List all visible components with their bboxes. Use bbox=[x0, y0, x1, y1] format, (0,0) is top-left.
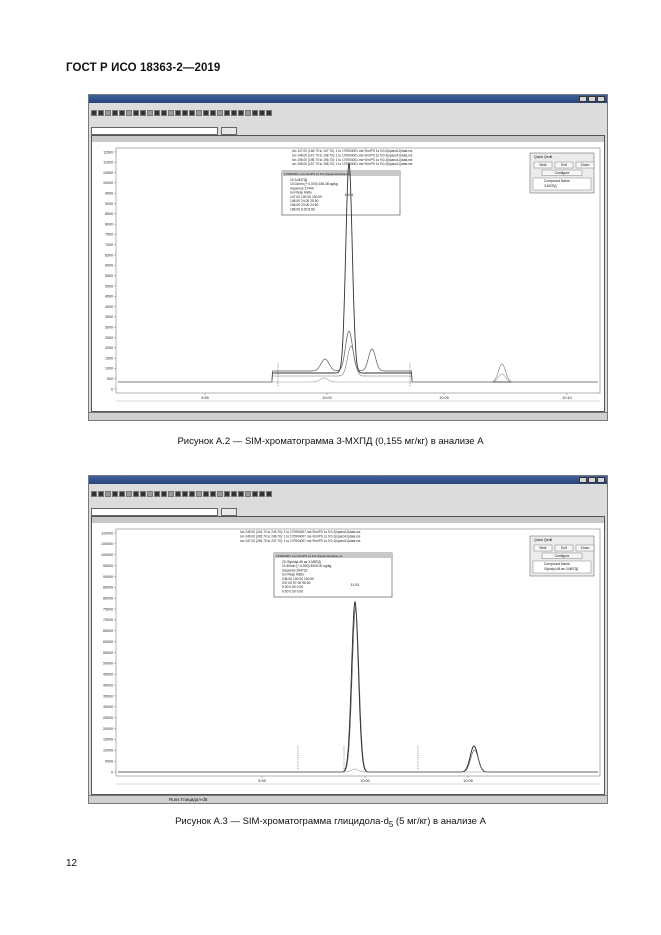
toolbar-button-icon[interactable] bbox=[231, 110, 237, 116]
toolbar-button-icon[interactable] bbox=[105, 491, 111, 497]
qedit-button-label: Exit bbox=[561, 546, 567, 551]
toolbar-button-icon[interactable] bbox=[98, 491, 104, 497]
toolbar-button-icon[interactable] bbox=[112, 491, 118, 497]
y-tick-label: 10000 bbox=[103, 748, 113, 753]
close-icon[interactable] bbox=[597, 477, 605, 483]
ion-trace-label: Ion 245.00 (244.70 to 245.70): 1 to 170904007.ms+Sm/PS 1s 9:0-2(sparcA1)data.ms bbox=[240, 530, 361, 534]
y-tick-label: 65000 bbox=[103, 629, 113, 634]
ion-trace bbox=[118, 602, 598, 772]
toolbar-button-icon[interactable] bbox=[259, 110, 265, 116]
ion-trace-label: Ion 247.00 (246.70 to 247.70): 1 to 170904007.ms+Sm/PS 1s 9:0-2(sparcA1)data.ms bbox=[240, 538, 361, 543]
quant-popup-row: Ion Resp Ratio bbox=[290, 190, 312, 195]
toolbar-button-icon[interactable] bbox=[161, 491, 167, 497]
quant-popup-row: response 17440 bbox=[290, 186, 314, 191]
toolbar-button-icon[interactable] bbox=[266, 110, 272, 116]
quant-popup-row: 10.01min (+ 0.000) 155.38 ug/kg bbox=[290, 182, 338, 187]
menu-bar bbox=[89, 484, 607, 491]
minimize-icon[interactable] bbox=[579, 477, 587, 483]
y-tick-label: 30000 bbox=[103, 705, 113, 710]
chromatogram-window bbox=[91, 135, 605, 412]
toolbar-button-icon[interactable] bbox=[189, 110, 195, 116]
toolbar-button-icon[interactable] bbox=[133, 491, 139, 497]
y-tick-label: 95000 bbox=[103, 563, 113, 568]
toolbar-button-icon[interactable] bbox=[203, 110, 209, 116]
qedit-button-label: Next bbox=[539, 163, 547, 168]
qedit-button-label: Next bbox=[539, 546, 547, 551]
ion-trace bbox=[118, 346, 598, 382]
toolbar-button-icon[interactable] bbox=[252, 110, 258, 116]
window-controls bbox=[579, 96, 605, 102]
toolbar-button-icon[interactable] bbox=[168, 491, 174, 497]
toolbar-button-icon[interactable] bbox=[91, 110, 97, 116]
figure-caption-a3 bbox=[0, 816, 661, 829]
toolbar-button-icon[interactable] bbox=[238, 110, 244, 116]
y-tick-label: 2500 bbox=[105, 335, 113, 340]
quant-popup-row: 196.00 23.00 24.50 bbox=[290, 203, 319, 208]
status-tabs: Runs Глицидол-d5 bbox=[169, 797, 208, 802]
quant-popup-row: 10 3-МХПД bbox=[290, 178, 308, 182]
y-tick-label: 0 bbox=[111, 770, 113, 775]
y-tick-label: 75000 bbox=[103, 607, 113, 612]
y-tick-label: 55000 bbox=[103, 650, 113, 655]
y-tick-label: 50000 bbox=[103, 661, 113, 666]
y-tick-label: 6000 bbox=[105, 263, 113, 268]
chromatogram-chart bbox=[92, 523, 604, 794]
y-tick-label: 9500 bbox=[105, 191, 113, 196]
ion-trace bbox=[118, 374, 598, 382]
toolbar-button-icon[interactable] bbox=[126, 110, 132, 116]
caption-prefix: Рисунок А.3 — SIM-хроматограмма глицидола-d bbox=[175, 816, 389, 827]
qedit-col-header: Compound Name bbox=[544, 562, 570, 566]
y-tick-label: 105000 bbox=[101, 542, 113, 547]
y-tick-label: 11000 bbox=[103, 160, 113, 165]
toolbar-button-icon[interactable] bbox=[175, 110, 181, 116]
qedit-configure-label: Configure bbox=[554, 171, 570, 175]
y-tick-label: 8000 bbox=[105, 222, 113, 227]
y-tick-label: 15000 bbox=[103, 737, 113, 742]
ion-trace-label: Ion 198.00 (197.70 to 198.70): 1 to 170904001.ms+Sm/PS 1s 9:0-2(sparcA1)data.ms bbox=[292, 162, 413, 167]
compound-combo[interactable] bbox=[91, 127, 218, 135]
quant-popup-row: 198.00 8.00 8.50 bbox=[290, 207, 315, 212]
y-tick-label: 8500 bbox=[105, 212, 113, 217]
quant-popup-row: 20 Glycidyl-d5 as 3-МБПД bbox=[282, 560, 321, 564]
y-tick-label: 5000 bbox=[105, 284, 113, 289]
toolbar-button-icon[interactable] bbox=[245, 491, 251, 497]
x-tick-label: 10:00 bbox=[322, 396, 332, 400]
peak-label: 10:01 bbox=[344, 193, 354, 197]
x-tick-label: 10:10 bbox=[562, 396, 572, 400]
ion-trace-label: Ion 147.00 (146.70 to 147.70): 1 to 170904001.ms+Sm/PS 1s 9:0-2(sparcA1)data.ms bbox=[292, 149, 413, 153]
x-tick-label: 10:00 bbox=[360, 779, 370, 783]
toolbar-button-icon[interactable] bbox=[231, 491, 237, 497]
y-tick-label: 90000 bbox=[103, 574, 113, 579]
caption-suffix: (5 мг/кг) в анализе А bbox=[393, 816, 486, 827]
toolbar-button-icon[interactable] bbox=[140, 110, 146, 116]
x-tick-label: 10:05 bbox=[439, 396, 449, 400]
peak-label: 11:51 bbox=[350, 583, 360, 587]
toolbar-button-icon[interactable] bbox=[266, 491, 272, 497]
screenshot-figure-a3 bbox=[88, 475, 608, 804]
y-tick-label: 0 bbox=[111, 387, 113, 392]
toolbar-button-icon[interactable] bbox=[238, 491, 244, 497]
toolbar-button-icon[interactable] bbox=[252, 491, 258, 497]
status-bar bbox=[89, 412, 607, 420]
y-tick-label: 5500 bbox=[105, 273, 113, 278]
y-tick-label: 100000 bbox=[101, 553, 113, 558]
status-bar bbox=[89, 795, 607, 803]
quant-popup-row: 245.00 100.00 100.00 bbox=[282, 576, 315, 581]
toolbar-button-icon[interactable] bbox=[126, 491, 132, 497]
y-tick-label: 6500 bbox=[105, 253, 113, 258]
quant-popup-row: response 294722 bbox=[282, 568, 308, 573]
toolbar-button-icon[interactable] bbox=[105, 110, 111, 116]
toolbar-button-icon[interactable] bbox=[224, 110, 230, 116]
toolbar-button-icon[interactable] bbox=[210, 110, 216, 116]
toolbar-button-icon[interactable] bbox=[182, 491, 188, 497]
quant-popup-row: 147.00 100.00 100.00 bbox=[290, 194, 323, 199]
y-tick-label: 25000 bbox=[103, 715, 113, 720]
ion-trace-label: Ion 148.00 (147.70 to 148.70): 1 to 170904001.ms+Sm/PS 1s 9:0-2(sparcA1)data.ms bbox=[292, 153, 413, 158]
toolbar-button-icon[interactable] bbox=[182, 110, 188, 116]
qedit-row: Glycidyl-d5 as 3-МБПД bbox=[544, 567, 579, 571]
qedit-row: 3-МХПД bbox=[544, 184, 557, 188]
y-tick-label: 3500 bbox=[105, 315, 113, 320]
y-tick-label: 7500 bbox=[105, 232, 113, 237]
toolbar bbox=[91, 491, 311, 506]
toolbar-button-icon[interactable] bbox=[147, 110, 153, 116]
y-tick-label: 11500 bbox=[103, 150, 113, 155]
qedit-button-label: Zoom bbox=[580, 163, 590, 168]
toolbar-button-icon[interactable] bbox=[91, 491, 97, 497]
y-tick-label: 4500 bbox=[105, 294, 113, 299]
x-tick-label: 10:05 bbox=[463, 779, 473, 783]
y-tick-label: 60000 bbox=[103, 639, 113, 644]
toolbar-button-icon[interactable] bbox=[133, 110, 139, 116]
toolbar-button-icon[interactable] bbox=[119, 110, 125, 116]
quant-popup-row: 148.00 24.00 25.50 bbox=[290, 199, 319, 203]
toolbar-button-icon[interactable] bbox=[210, 491, 216, 497]
y-tick-label: 10000 bbox=[103, 181, 113, 186]
quant-popup-row: 0.00 0.00 0.00 bbox=[282, 589, 304, 594]
toolbar-button-icon[interactable] bbox=[140, 491, 146, 497]
close-icon[interactable] bbox=[597, 96, 605, 102]
toolbar-button-icon[interactable] bbox=[119, 491, 125, 497]
toolbar-button-icon[interactable] bbox=[196, 110, 202, 116]
y-tick-label: 1000 bbox=[105, 366, 113, 371]
y-tick-label: 9000 bbox=[105, 201, 113, 206]
quant-popup-row: Ion Resp Ratio bbox=[282, 572, 304, 577]
toolbar-button-icon[interactable] bbox=[203, 491, 209, 497]
toolbar-button-icon[interactable] bbox=[161, 110, 167, 116]
toolbar-button-icon[interactable] bbox=[245, 110, 251, 116]
y-tick-label: 110000 bbox=[101, 531, 113, 536]
chromatogram-window bbox=[91, 516, 605, 795]
quant-popup-title: 170904007.ms+Sm/PS 1s 9:0-2(sparcA1)data.ms bbox=[276, 553, 343, 558]
window-controls bbox=[579, 477, 605, 483]
menu-bar bbox=[89, 103, 607, 110]
toolbar-button-icon[interactable] bbox=[189, 491, 195, 497]
document-header: ГОСТ Р ИСО 18363-2—2019 bbox=[66, 62, 221, 74]
ion-trace bbox=[118, 608, 598, 772]
x-tick-label: 9:55 bbox=[258, 779, 266, 783]
y-tick-label: 4000 bbox=[105, 304, 113, 309]
qedit-col-header: Compound Name bbox=[544, 179, 570, 183]
maximize-icon[interactable] bbox=[588, 477, 596, 483]
y-tick-label: 85000 bbox=[103, 585, 113, 590]
toolbar-button-icon[interactable] bbox=[259, 491, 265, 497]
y-tick-label: 80000 bbox=[103, 596, 113, 601]
toolbar-button-icon[interactable] bbox=[217, 110, 223, 116]
y-tick-label: 2000 bbox=[105, 346, 113, 351]
qedit-configure-label: Configure bbox=[554, 554, 570, 558]
toolbar-button-icon[interactable] bbox=[224, 491, 230, 497]
toolbar-button-icon[interactable] bbox=[168, 110, 174, 116]
y-tick-label: 70000 bbox=[103, 618, 113, 623]
ion-trace-label: Ion 196.00 (195.70 to 196.70): 1 to 170904001.ms+Sm/PS 1s 9:0-2(sparcA1)data.ms bbox=[292, 157, 413, 162]
compound-combo[interactable] bbox=[91, 508, 218, 516]
caption-subscript: 5 bbox=[388, 819, 394, 829]
y-tick-label: 20000 bbox=[103, 726, 113, 731]
y-tick-label: 5000 bbox=[105, 759, 113, 764]
quant-popup-row: 247.00 97.00 96.50 bbox=[282, 581, 311, 585]
toolbar-button-icon[interactable] bbox=[98, 110, 104, 116]
toolbar-button-icon[interactable] bbox=[147, 491, 153, 497]
toolbar-button-icon[interactable] bbox=[217, 491, 223, 497]
input-row bbox=[91, 508, 591, 515]
y-tick-label: 1500 bbox=[105, 356, 113, 361]
x-tick-label: 9:55 bbox=[201, 396, 209, 400]
quant-popup-title: 170904001.ms+Sm/PS 1s 9:0-2(sparcA1)data.ms bbox=[284, 171, 351, 176]
toolbar-button-icon[interactable] bbox=[175, 491, 181, 497]
chromatogram-chart bbox=[92, 142, 604, 411]
window-titlebar bbox=[89, 476, 607, 484]
toolbar-button-icon[interactable] bbox=[154, 491, 160, 497]
input-row bbox=[91, 127, 591, 134]
screenshot-figure-a2 bbox=[88, 94, 608, 421]
combo-button[interactable] bbox=[221, 508, 237, 516]
y-tick-label: 35000 bbox=[103, 694, 113, 699]
window-titlebar bbox=[89, 95, 607, 103]
quick-qedit-title: Quick Qedit bbox=[534, 538, 553, 542]
ion-trace-label: Ion 246.00 (245.70 to 246.70): 1 to 170904007.ms+Sm/PS 1s 9:0-2(sparcA1)data.ms bbox=[240, 534, 361, 539]
quant-popup-row: 0.00 0.00 0.00 bbox=[282, 585, 304, 590]
ion-trace bbox=[118, 331, 598, 382]
qedit-button-label: Zoom bbox=[580, 546, 590, 551]
y-tick-label: 7000 bbox=[105, 243, 113, 248]
toolbar-button-icon[interactable] bbox=[154, 110, 160, 116]
y-tick-label: 40000 bbox=[103, 683, 113, 688]
combo-button[interactable] bbox=[221, 127, 237, 135]
toolbar bbox=[91, 110, 311, 125]
quant-popup-row: 11.50min (+ 0.000) 5000.00 ug/kg bbox=[282, 564, 332, 569]
toolbar-button-icon[interactable] bbox=[112, 110, 118, 116]
maximize-icon[interactable] bbox=[588, 96, 596, 102]
figure-caption-a2: Рисунок А.2 — SIM-хроматограмма 3-МХПД (0,155 мг/кг) в анализе А bbox=[177, 436, 484, 447]
minimize-icon[interactable] bbox=[579, 96, 587, 102]
y-tick-label: 500 bbox=[107, 376, 113, 381]
page-number: 12 bbox=[66, 858, 78, 869]
toolbar-button-icon[interactable] bbox=[196, 491, 202, 497]
y-tick-label: 3000 bbox=[105, 325, 113, 330]
qedit-button-label: Exit bbox=[561, 163, 567, 168]
ion-trace bbox=[118, 769, 598, 772]
y-tick-label: 45000 bbox=[103, 672, 113, 677]
y-tick-label: 10500 bbox=[103, 170, 113, 175]
quick-qedit-title: Quick Qedit bbox=[534, 155, 553, 159]
